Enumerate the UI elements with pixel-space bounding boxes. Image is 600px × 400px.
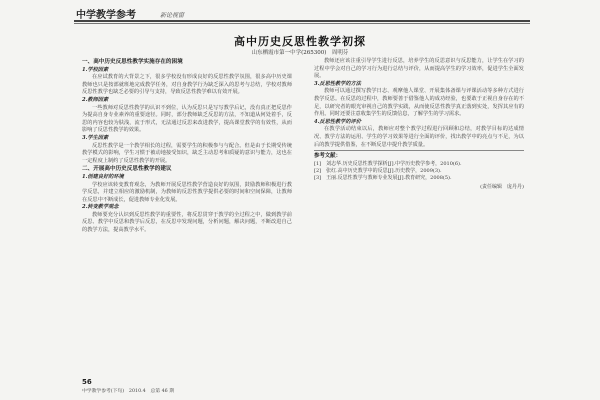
journal-name: 中学教学参考	[76, 10, 136, 21]
section-heading: 2.教师因素	[82, 96, 109, 103]
reference-item: [1] 刘志华.历史反思性教学探析[J].中学历史教学参考，2010(6).	[314, 160, 462, 167]
article-title: 高中历史反思性教学初探	[234, 35, 366, 48]
paragraph: 教师还应该注重引导学生进行反思，培养学生的反思意识与反思能力，让学生在学习的过程中学会对自己的学习行为进行总结与评价，从而提高学生的学习效率，促进学生全面发展。	[314, 58, 524, 80]
section-heading: 二、开展高中历史反思性教学的建议	[82, 166, 172, 173]
paragraph: 学校应该转变教育观念，为教师开展反思性教学营造良好的氛围，鼓励教师积极进行教学反思，并建立相应的激励机制，为教师的反思性教学提供必要的时间和空间保障，让教师在反思中不断成长，促进教师专业化发展。	[82, 181, 292, 203]
footer-info: 中学教学参考(下旬) 2010.4 总第 46 期	[82, 389, 175, 394]
paragraph: 在应试教育的大背景之下，很多学校没有形成良好的反思性教学氛围，很多高中历史课教师也只是按部就班地完成教学任务，对自身教学行为缺乏深入的思考与总结，学校对教师反思性教学也缺乏必要的引导与支持，导致反思性教学难以有效开展。	[82, 74, 292, 96]
editor-credit: (责任编辑 庞丹丹)	[480, 184, 524, 191]
paragraph: 一些教师对反思性教学的认识不到位，认为反思只是写写教学后记，没有真正把反思作为提高自身专业素养的重要途径。同时，部分教师缺乏反思的方法，不知道从何处着手，反思的内容也较为肤浅，流于形式，无法通过反思来改进教学，提高课堂教学的有效性，从而影响了反思性教学的效果。	[82, 104, 292, 134]
section-heading: 一、高中历史反思性教学实施存在的困境	[82, 59, 183, 65]
right-column-body	[314, 58, 524, 149]
paragraph: 教师可以通过撰写教学日志、观摩他人课堂、开展集体备课与评课活动等多种方式进行教学反思。在反思的过程中，教师要善于借鉴他人的成功经验，也要敢于正视自身存在的不足，以研究者的眼光审视自己的教学实践，从而使反思性教学真正落到实处，发挥其应有的作用。同时还要注意收集学生的反馈信息，了解学生的学习需求。	[314, 88, 524, 118]
left-column	[82, 58, 292, 235]
section-heading: 3.反思性教学的方法	[314, 80, 361, 87]
right-column	[314, 58, 524, 192]
references-rule	[314, 150, 524, 151]
reference-item: [2] 张红.高中历史教学中的反思[J].历史教学，2009(3).	[314, 167, 442, 174]
masthead-rule	[74, 20, 530, 22]
references-title: 参考文献：	[314, 153, 341, 160]
references-list	[314, 161, 524, 183]
page-number: 56	[82, 378, 92, 386]
section-heading: 1.创建良好的环境	[82, 173, 124, 180]
paragraph: 在教学活动结束以后，教师应对整个教学过程进行回顾和总结，对教学目标的达成情况、教学方法的运用、学生的学习效果等进行全面的评价，找出教学中的亮点与不足，为以后的教学提供借鉴，在不断反思中提升教学质量。	[314, 126, 524, 148]
masthead-rule-thin	[74, 23, 530, 24]
column-name: 新论视窗	[160, 12, 185, 19]
section-heading: 1.学校因素	[82, 66, 109, 73]
reference-item: [3] 王丽.反思性教学与教师专业发展[J].教育研究，2008(5).	[314, 175, 452, 182]
section-heading: 4.反思性教学的评价	[314, 118, 361, 125]
paragraph: 反思性教学是一个教学相长的过程，需要学生的积极参与与配合。但是由于长期受传统教学模式的影响，学生习惯于被动地接受知识，缺乏主动思考和质疑的意识与能力，这也在一定程度上制约了反思性教学的开展。	[82, 142, 292, 164]
section-heading: 3.学生因素	[82, 134, 109, 141]
article-author: 山东栖霞市第一中学(265300) 周明芬	[251, 50, 349, 56]
paragraph: 教师要充分认识到反思性教学的重要性，将反思贯穿于教学的全过程之中，做到教学前反思、教学中反思和教学后反思，在反思中发现问题，分析问题，解决问题，不断改进自己的教学方法，提高教学水平。	[82, 211, 292, 234]
section-heading: 2.转变教学观念	[82, 204, 119, 211]
